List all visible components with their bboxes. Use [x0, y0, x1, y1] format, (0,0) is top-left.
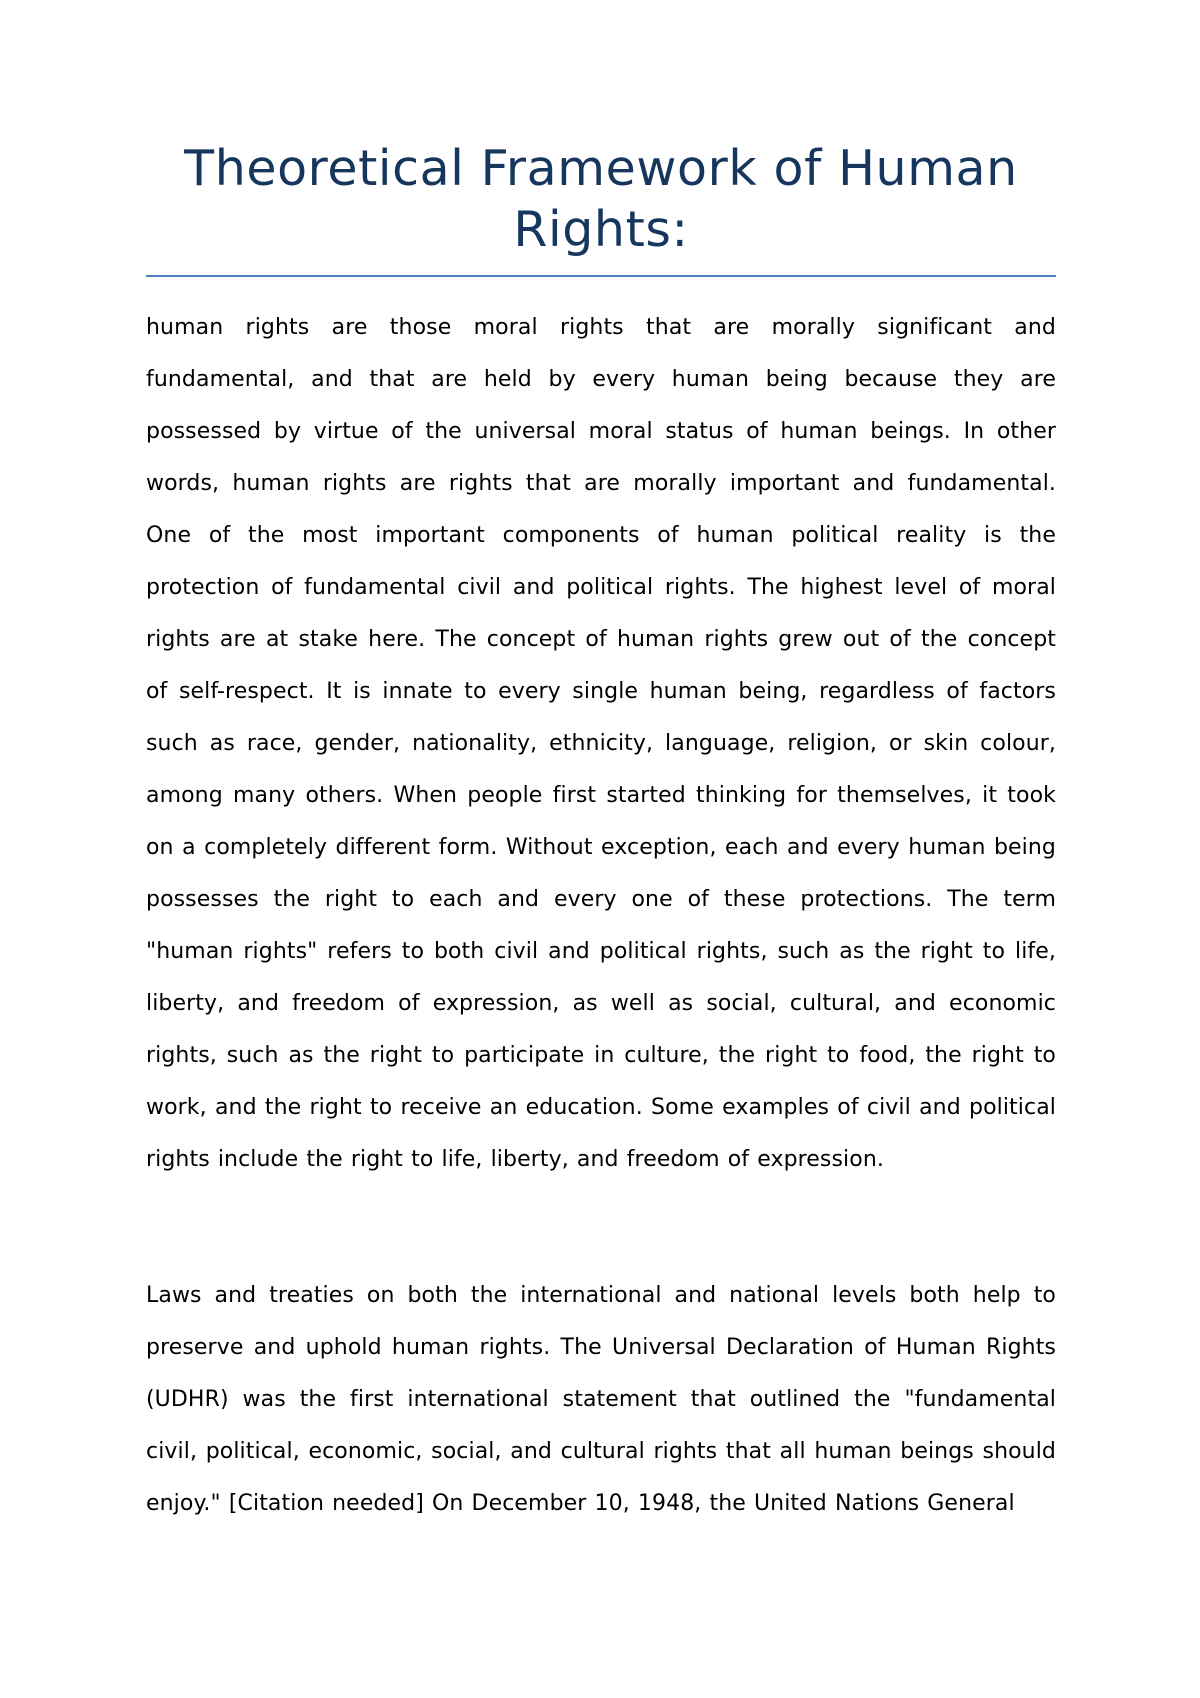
- document-title: Theoretical Framework of Human Rights:: [184, 140, 1018, 258]
- body-paragraph-2: Laws and treaties on both the international and national levels both help to preserve and uphold human rights. The Universal Declaration of Human Rights (UDHR) was the first international statement that outlined the "fundamental civil, political, economic, social, and cultural rights that all human beings should enjoy." [Citation needed] On December 10, 1948, the United Nations General: [146, 1283, 1056, 1516]
- title-underline-rule: [146, 275, 1056, 277]
- body-paragraph-1: human rights are those moral rights that are morally significant and fundamental, and that are held by every human being because they are possessed by virtue of the universal moral status of human beings. In other words, human rights are rights that are morally important and fundamental. One of the most important components of human political reality is the protection of fundamental civil and political rights. The highest level of moral rights are at stake here. The concept of human rights grew out of the concept of self-respect. It is innate to every single human being, regardless of factors such as race, gender, nationality, ethnicity, language, religion, or skin colour, among many others. When people first started thinking for themselves, it took on a completely different form. Without exception, each and every human being possesses the right to each and every one of these protections. The term "human rights" refers to both civil and political rights, such as the right to life, liberty, and freedom of expression, as well as social, cultural, and economic rights, such as the right to participate in culture, the right to food, the right to work, and the right to receive an education. Some examples of civil and political rights include the right to life, liberty, and freedom of expression.: [146, 315, 1056, 1172]
